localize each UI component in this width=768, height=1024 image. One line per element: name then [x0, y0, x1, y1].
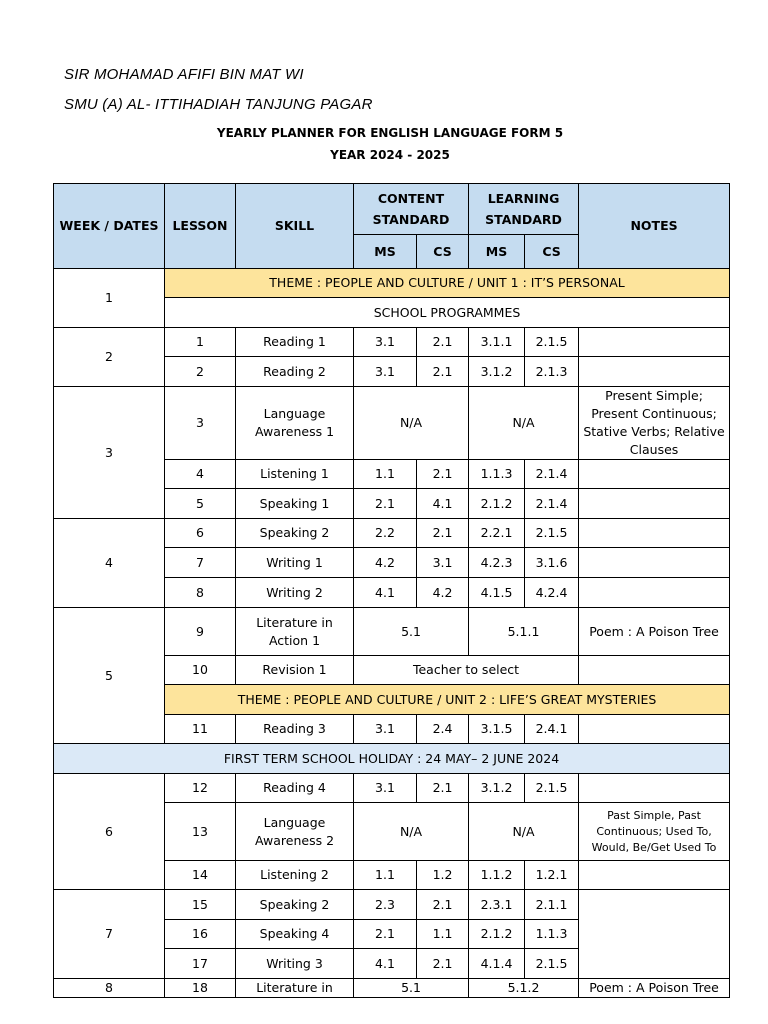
learning-cs-cell: 2.1.5 [525, 519, 579, 548]
notes-cell [579, 861, 730, 890]
skill-cell: Listening 1 [236, 460, 354, 489]
learning-ms-cell: 4.1.5 [469, 578, 525, 608]
week-cell: 3 [54, 387, 165, 519]
learning-cs-cell: 2.1.1 [525, 890, 579, 920]
week-cell: 1 [54, 269, 165, 328]
lesson-cell: 18 [165, 979, 236, 998]
week-cell: 7 [54, 890, 165, 979]
lesson-header: LESSON [165, 184, 236, 269]
skill-cell: Reading 1 [236, 328, 354, 357]
notes-cell [579, 656, 730, 685]
content-cs-cell: 1.1 [417, 920, 469, 949]
theme-label: THEME : PEOPLE AND CULTURE / UNIT 2 : LIFE’S GREAT MYSTERIES [165, 685, 730, 715]
table-row [54, 774, 730, 803]
skill-cell: Language Awareness 1 [236, 387, 354, 460]
holiday-label: FIRST TERM SCHOOL HOLIDAY : 24 MAY– 2 JUNE 2024 [54, 744, 730, 774]
content-ms-cell: 2.1 [354, 489, 417, 519]
content-ms-header: MS [354, 235, 417, 269]
skill-cell: Writing 1 [236, 548, 354, 578]
lesson-cell: 1 [165, 328, 236, 357]
learning-cs-cell: 3.1.6 [525, 548, 579, 578]
content-cs-cell: 3.1 [417, 548, 469, 578]
lesson-cell: 12 [165, 774, 236, 803]
week-cell: 6 [54, 774, 165, 890]
skill-header: SKILL [236, 184, 354, 269]
lesson-cell: 3 [165, 387, 236, 460]
table-row [54, 519, 730, 548]
lesson-cell: 17 [165, 949, 236, 979]
content-cs-cell: 2.1 [417, 774, 469, 803]
learning-cs-cell: 2.1.4 [525, 460, 579, 489]
learning-standard-cell: N/A [469, 803, 579, 861]
notes-cell [579, 460, 730, 489]
content-cs-cell: 1.2 [417, 861, 469, 890]
standards-merged-cell: Teacher to select [354, 656, 579, 685]
week-header: WEEK / DATES [54, 184, 165, 269]
lesson-cell: 6 [165, 519, 236, 548]
skill-cell: Speaking 2 [236, 519, 354, 548]
learning-ms-cell: 2.3.1 [469, 890, 525, 920]
learning-cs-cell: 1.2.1 [525, 861, 579, 890]
lesson-cell: 10 [165, 656, 236, 685]
content-cs-cell: 2.1 [417, 890, 469, 920]
learning-standard-cell: 5.1.1 [469, 608, 579, 656]
content-cs-header: CS [417, 235, 469, 269]
notes-cell: Present Simple; Present Continuous; Stative Verbs; Relative Clauses [579, 387, 730, 460]
skill-cell: Reading 4 [236, 774, 354, 803]
content-ms-cell: 3.1 [354, 357, 417, 387]
content-standard-header: CONTENT STANDARD [354, 184, 469, 235]
lesson-cell: 13 [165, 803, 236, 861]
content-ms-cell: 2.3 [354, 890, 417, 920]
lesson-cell: 5 [165, 489, 236, 519]
learning-ms-cell: 2.2.1 [469, 519, 525, 548]
lesson-cell: 7 [165, 548, 236, 578]
lesson-cell: 4 [165, 460, 236, 489]
skill-cell: Speaking 4 [236, 920, 354, 949]
content-ms-cell: 1.1 [354, 861, 417, 890]
learning-ms-cell: 2.1.2 [469, 489, 525, 519]
notes-cell [579, 489, 730, 519]
skill-cell: Writing 2 [236, 578, 354, 608]
table-row [54, 979, 730, 998]
notes-cell [579, 890, 730, 979]
learning-ms-cell: 2.1.2 [469, 920, 525, 949]
document-title: YEARLY PLANNER FOR ENGLISH LANGUAGE FORM 5 [216, 126, 564, 140]
learning-ms-cell: 1.1.2 [469, 861, 525, 890]
learning-ms-cell: 3.1.2 [469, 774, 525, 803]
notes-header: NOTES [579, 184, 730, 269]
learning-ms-cell: 3.1.1 [469, 328, 525, 357]
notes-cell [579, 715, 730, 744]
content-ms-cell: 2.2 [354, 519, 417, 548]
notes-cell [579, 548, 730, 578]
learning-cs-cell: 2.4.1 [525, 715, 579, 744]
skill-cell: Literature in [236, 979, 354, 998]
learning-ms-cell: 3.1.5 [469, 715, 525, 744]
lesson-cell: 14 [165, 861, 236, 890]
content-standard-cell: N/A [354, 387, 469, 460]
table-row [54, 387, 730, 460]
skill-cell: Literature in Action 1 [236, 608, 354, 656]
content-cs-cell: 2.1 [417, 949, 469, 979]
content-ms-cell: 3.1 [354, 328, 417, 357]
content-ms-cell: 2.1 [354, 920, 417, 949]
skill-cell: Reading 3 [236, 715, 354, 744]
notes-cell: Poem : A Poison Tree [579, 979, 730, 998]
theme-label: THEME : PEOPLE AND CULTURE / UNIT 1 : IT’S PERSONAL [165, 269, 730, 298]
header-row [54, 184, 730, 235]
learning-cs-cell: 1.1.3 [525, 920, 579, 949]
learning-standard-cell: N/A [469, 387, 579, 460]
learning-ms-header: MS [469, 235, 525, 269]
content-cs-cell: 2.1 [417, 460, 469, 489]
learning-standard-header: LEARNING STANDARD [469, 184, 579, 235]
learning-cs-cell: 2.1.3 [525, 357, 579, 387]
skill-cell: Writing 3 [236, 949, 354, 979]
document-year: YEAR 2024 - 2025 [330, 148, 450, 162]
week-cell: 4 [54, 519, 165, 608]
notes-cell [579, 774, 730, 803]
lesson-cell: 16 [165, 920, 236, 949]
table-row [54, 608, 730, 656]
learning-standard-cell: 5.1.2 [469, 979, 579, 998]
learning-cs-cell: 2.1.5 [525, 949, 579, 979]
week-cell: 8 [54, 979, 165, 998]
content-cs-cell: 2.1 [417, 357, 469, 387]
learning-ms-cell: 3.1.2 [469, 357, 525, 387]
teacher-name: SIR MOHAMAD AFIFI BIN MAT WI [64, 66, 304, 83]
learning-cs-cell: 2.1.5 [525, 774, 579, 803]
lesson-cell: 15 [165, 890, 236, 920]
skill-cell: Reading 2 [236, 357, 354, 387]
content-cs-cell: 2.4 [417, 715, 469, 744]
notes-cell [579, 519, 730, 548]
learning-ms-cell: 1.1.3 [469, 460, 525, 489]
table-row [54, 328, 730, 357]
content-cs-cell: 4.1 [417, 489, 469, 519]
learning-cs-cell: 2.1.5 [525, 328, 579, 357]
skill-cell: Speaking 1 [236, 489, 354, 519]
content-ms-cell: 4.1 [354, 949, 417, 979]
content-ms-cell: 1.1 [354, 460, 417, 489]
lesson-cell: 2 [165, 357, 236, 387]
learning-cs-cell: 4.2.4 [525, 578, 579, 608]
notes-cell: Poem : A Poison Tree [579, 608, 730, 656]
learning-ms-cell: 4.1.4 [469, 949, 525, 979]
lesson-cell: 8 [165, 578, 236, 608]
notes-cell [579, 357, 730, 387]
content-ms-cell: 3.1 [354, 715, 417, 744]
content-cs-cell: 2.1 [417, 519, 469, 548]
notes-cell: Past Simple, Past Continuous; Used To, Would, Be/Get Used To [579, 803, 730, 861]
week-cell: 2 [54, 328, 165, 387]
learning-ms-cell: 4.2.3 [469, 548, 525, 578]
notes-cell [579, 328, 730, 357]
content-ms-cell: 4.1 [354, 578, 417, 608]
table-row [54, 890, 730, 920]
notes-cell [579, 578, 730, 608]
content-cs-cell: 2.1 [417, 328, 469, 357]
planner-table [53, 183, 730, 998]
learning-cs-cell: 2.1.4 [525, 489, 579, 519]
school-programmes-label: SCHOOL PROGRAMMES [165, 298, 730, 328]
skill-cell: Speaking 2 [236, 890, 354, 920]
skill-cell: Listening 2 [236, 861, 354, 890]
content-ms-cell: 3.1 [354, 774, 417, 803]
content-ms-cell: 4.2 [354, 548, 417, 578]
school-name: SMU (A) AL- ITTIHADIAH TANJUNG PAGAR [64, 96, 373, 113]
content-cs-cell: 4.2 [417, 578, 469, 608]
holiday-row [54, 744, 730, 774]
skill-cell: Revision 1 [236, 656, 354, 685]
lesson-cell: 9 [165, 608, 236, 656]
week-cell: 5 [54, 608, 165, 744]
content-standard-cell: 5.1 [354, 979, 469, 998]
skill-cell: Language Awareness 2 [236, 803, 354, 861]
learning-cs-header: CS [525, 235, 579, 269]
content-standard-cell: N/A [354, 803, 469, 861]
content-standard-cell: 5.1 [354, 608, 469, 656]
theme-row [54, 269, 730, 298]
lesson-cell: 11 [165, 715, 236, 744]
